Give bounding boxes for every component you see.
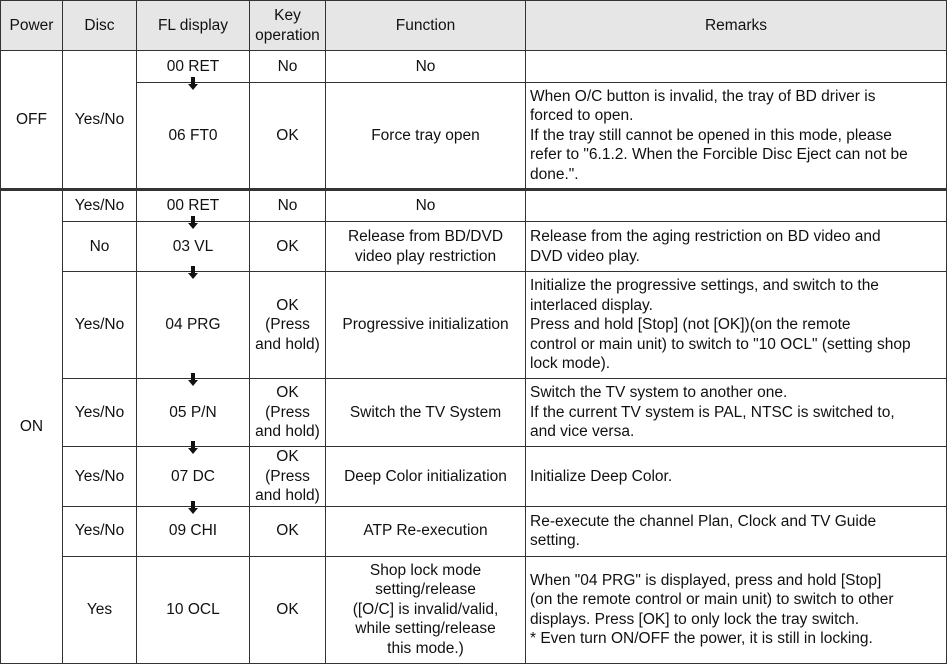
power-cell: OFF: [1, 51, 63, 190]
key-operation-cell: OK (Press and hold): [250, 272, 326, 379]
fl-display-cell: 05 P/N: [137, 379, 250, 447]
header-power: Power: [1, 1, 63, 51]
fl-display-cell: 00 RET: [137, 51, 250, 83]
key-operation-cell: OK: [250, 83, 326, 190]
remarks-cell: Initialize the progressive settings, and switch to the interlaced display. Press and hold [Stop] (not [OK])(on the remote control or main unit) to switch to "10 OCL" (setting shop lock mode).: [526, 272, 947, 379]
disc-cell: Yes/No: [63, 379, 137, 447]
fl-display-cell: 03 VL: [137, 222, 250, 272]
header-remarks: Remarks: [526, 1, 947, 51]
header-fl-display: FL display: [137, 1, 250, 51]
table-row: [1, 190, 947, 222]
disc-cell: Yes/No: [63, 447, 137, 507]
function-cell: No: [326, 190, 526, 222]
remarks-cell: Initialize Deep Color.: [526, 447, 947, 507]
fl-display-cell: 09 CHI: [137, 506, 250, 556]
fl-display-cell: 04 PRG: [137, 272, 250, 379]
disc-cell: Yes/No: [63, 272, 137, 379]
power-cell: ON: [1, 190, 63, 664]
function-cell: Shop lock mode setting/release ([O/C] is invalid/valid, while setting/release this mode.): [326, 556, 526, 663]
key-operation-cell: OK (Press and hold): [250, 447, 326, 507]
fl-display-cell: 07 DC: [137, 447, 250, 507]
header-key-operation-line: Key: [274, 7, 301, 24]
table-row: [1, 379, 947, 447]
remarks-cell: When O/C button is invalid, the tray of BD driver is forced to open. If the tray still cannot be opened in this mode, please refer to "6.1.2. When the Forcible Disc Eject can not be done.".: [526, 83, 947, 190]
remarks-cell: [526, 51, 947, 83]
key-operation-cell: No: [250, 51, 326, 83]
disc-cell: Yes/No: [63, 51, 137, 190]
remarks-cell: Re-execute the channel Plan, Clock and TV Guide setting.: [526, 506, 947, 556]
fl-display-cell: 00 RET: [137, 190, 250, 222]
table-row: [1, 83, 947, 190]
function-cell: Release from BD/DVD video play restriction: [326, 222, 526, 272]
key-operation-cell: OK: [250, 222, 326, 272]
key-operation-cell: No: [250, 190, 326, 222]
key-operation-cell: OK: [250, 506, 326, 556]
table-row: [1, 556, 947, 663]
key-operation-cell: OK: [250, 556, 326, 663]
function-cell: Deep Color initialization: [326, 447, 526, 507]
header-disc: Disc: [63, 1, 137, 51]
group-power-on: [1, 190, 947, 664]
header-key-operation-line: operation: [255, 26, 320, 44]
fl-display-cell: 06 FT0: [137, 83, 250, 190]
disc-cell: No: [63, 222, 137, 272]
remarks-cell: When "04 PRG" is displayed, press and hold [Stop] (on the remote control or main unit) to switch to other displays. Press [OK] to only lock the tray switch. * Even turn ON/OFF the power, it is still in locking.: [526, 556, 947, 663]
header-function: Function: [326, 1, 526, 51]
header-row: [1, 1, 947, 51]
disc-cell: Yes: [63, 556, 137, 663]
remarks-cell: Release from the aging restriction on BD video and DVD video play.: [526, 222, 947, 272]
group-power-off: [1, 51, 947, 190]
disc-cell: Yes/No: [63, 190, 137, 222]
key-operation-cell: OK (Press and hold): [250, 379, 326, 447]
table-row: [1, 51, 947, 83]
disc-cell: Yes/No: [63, 506, 137, 556]
remarks-cell: [526, 190, 947, 222]
function-cell: No: [326, 51, 526, 83]
function-cell: Force tray open: [326, 83, 526, 190]
table-row: [1, 272, 947, 379]
fl-display-cell: 10 OCL: [137, 556, 250, 663]
function-cell: ATP Re-execution: [326, 506, 526, 556]
header-key-operation: [250, 1, 326, 51]
table-row: [1, 506, 947, 556]
table-row: [1, 222, 947, 272]
function-cell: Progressive initialization: [326, 272, 526, 379]
table-row: [1, 447, 947, 507]
remarks-cell: Switch the TV system to another one. If the current TV system is PAL, NTSC is switched to, and vice versa.: [526, 379, 947, 447]
function-cell: Switch the TV System: [326, 379, 526, 447]
